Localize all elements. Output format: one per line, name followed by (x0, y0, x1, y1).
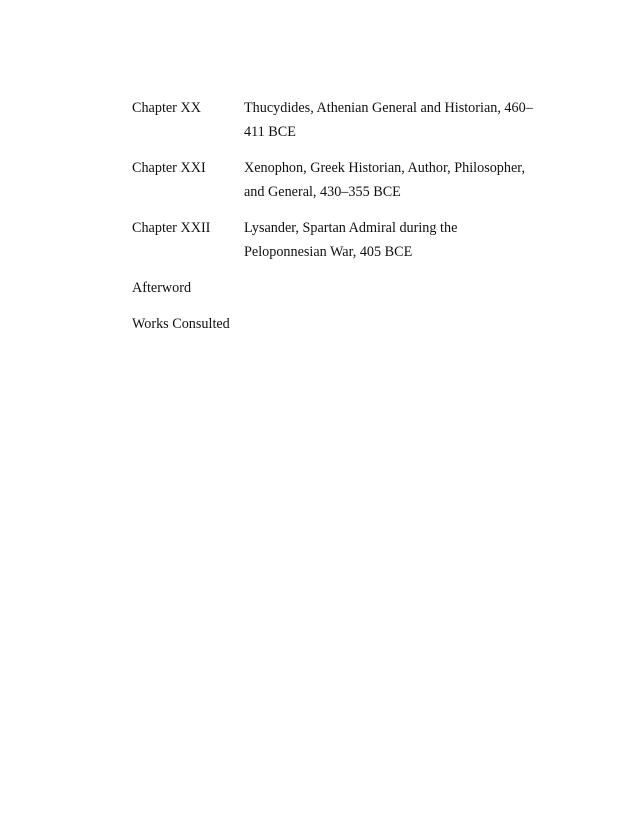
chapter-title (244, 96, 562, 144)
chapter-label: Chapter XX (132, 100, 201, 116)
chapter-title (244, 156, 562, 204)
chapter-title-line: Lysander, Spartan Admiral during the (244, 220, 458, 236)
toc-entry-works-consulted: Works Consulted (132, 316, 230, 332)
toc-entry-chapter-xxii (132, 216, 562, 264)
chapter-label: Chapter XXII (132, 220, 211, 236)
chapter-title-line: Thucydides, Athenian General and Historian, 460– (244, 100, 533, 116)
chapter-title-line: Peloponnesian War, 405 BCE (244, 244, 413, 260)
chapter-title-line: 411 BCE (244, 124, 296, 140)
chapter-label: Chapter XXI (132, 160, 206, 176)
chapter-title-line: Xenophon, Greek Historian, Author, Philosopher, (244, 160, 525, 176)
toc-entry-chapter-xx (132, 96, 562, 144)
chapter-title (244, 216, 562, 264)
chapter-title-line: and General, 430–355 BCE (244, 184, 401, 200)
toc-entry-chapter-xxi (132, 156, 562, 204)
table-of-contents (132, 96, 562, 348)
toc-entry-afterword: Afterword (132, 280, 192, 296)
